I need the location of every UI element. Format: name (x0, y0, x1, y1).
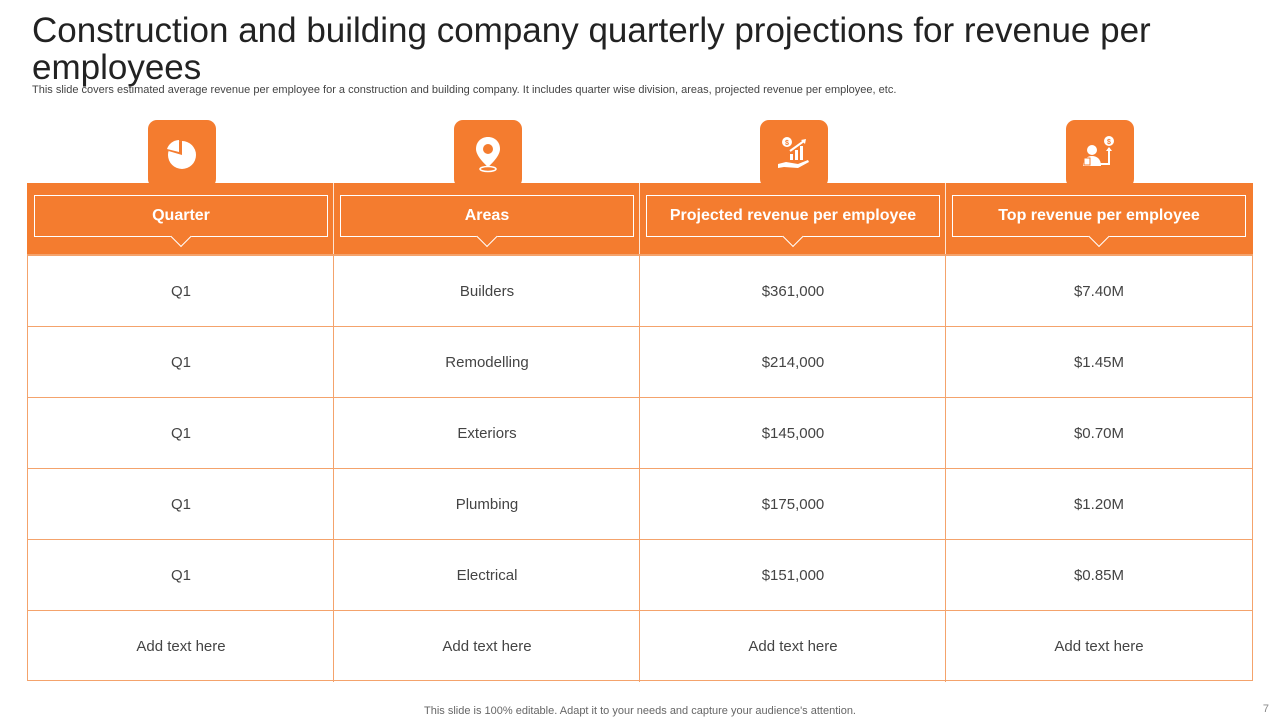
cell-top: $7.40M (1073, 282, 1125, 300)
slide-subtitle: This slide covers estimated average revenue per employee for a construction and building company. It includes quarter wise division, areas, projected revenue per employee, etc. (32, 84, 897, 96)
cell-area: Builders (459, 282, 515, 300)
table-row (28, 326, 1252, 397)
cell-projected: $151,000 (761, 566, 825, 584)
location-pin-icon (454, 120, 522, 188)
footer-note: This slide is 100% editable. Adapt it to your needs and capture your audience's attention. (424, 705, 856, 717)
table-row (28, 539, 1252, 610)
cell-projected: $361,000 (761, 282, 825, 300)
cell-projected: $175,000 (761, 495, 825, 513)
cell-placeholder[interactable]: Add text here (136, 637, 226, 655)
employee-revenue-icon (1066, 120, 1134, 188)
cell-top: $0.70M (1073, 424, 1125, 442)
table-body (27, 254, 1253, 681)
revenue-growth-hand-icon (760, 120, 828, 188)
cell-area: Electrical (456, 566, 518, 584)
svg-text:$: $ (1107, 139, 1111, 146)
header-top-revenue: Top revenue per employee (952, 195, 1246, 237)
cell-quarter: Q1 (170, 353, 191, 371)
table-row (28, 610, 1252, 681)
slide-title: Construction and building company quarterly projections for revenue per employees (32, 11, 1151, 87)
header-cell-top (945, 183, 1251, 254)
cell-placeholder[interactable]: Add text here (1054, 637, 1144, 655)
cell-top: $1.20M (1073, 495, 1125, 513)
cell-projected: $214,000 (761, 353, 825, 371)
table-header-row (27, 183, 1253, 254)
cell-area: Remodelling (445, 353, 529, 371)
table-row (28, 468, 1252, 539)
revenue-table (27, 183, 1253, 681)
cell-quarter: Q1 (170, 424, 191, 442)
table-row (28, 255, 1252, 326)
header-cell-projected (639, 183, 945, 254)
header-areas: Areas (340, 195, 634, 237)
cell-quarter: Q1 (170, 495, 191, 513)
cell-placeholder[interactable]: Add text here (748, 637, 838, 655)
cell-projected: $145,000 (761, 424, 825, 442)
header-cell-areas (333, 183, 639, 254)
cell-quarter: Q1 (170, 282, 191, 300)
cell-quarter: Q1 (170, 566, 191, 584)
header-cell-quarter (27, 183, 333, 254)
pie-chart-icon (148, 120, 216, 188)
cell-top: $0.85M (1073, 566, 1125, 584)
cell-top: $1.45M (1073, 353, 1125, 371)
cell-area: Plumbing (455, 495, 519, 513)
svg-text:$: $ (785, 140, 789, 147)
header-quarter: Quarter (34, 195, 328, 237)
header-projected-revenue: Projected revenue per employee (646, 195, 940, 237)
table-row (28, 397, 1252, 468)
cell-placeholder[interactable]: Add text here (442, 637, 532, 655)
cell-area: Exteriors (457, 424, 517, 442)
page-number: 7 (1262, 703, 1269, 715)
